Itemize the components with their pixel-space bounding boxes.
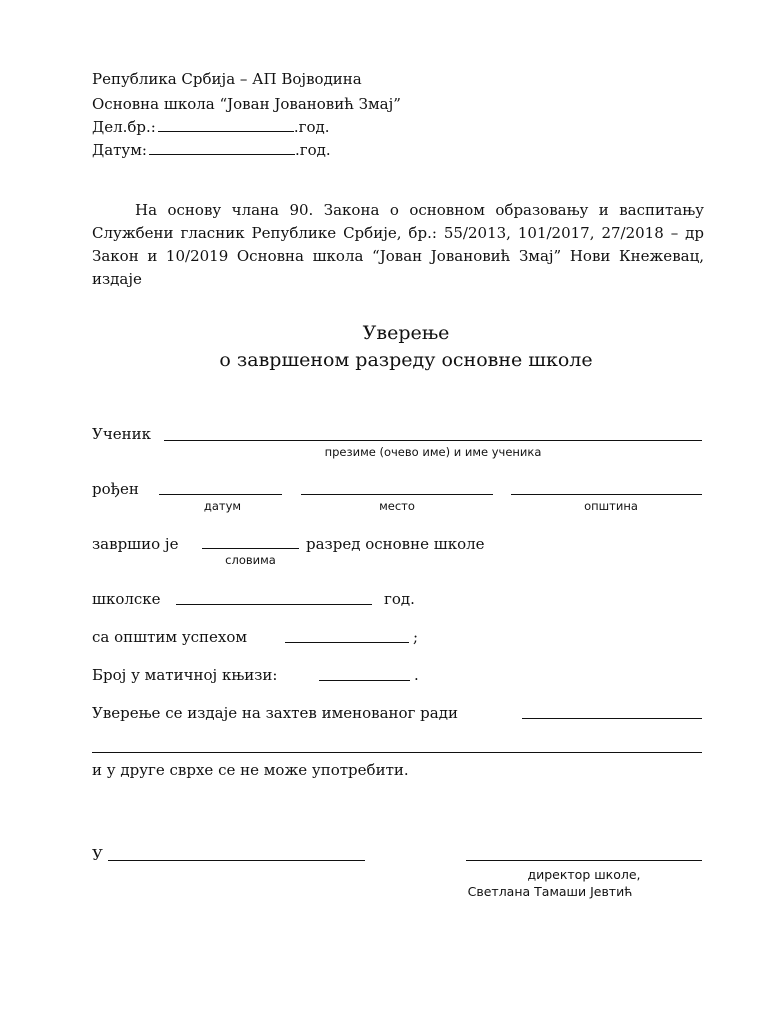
signature-role: директор школе, [527,867,641,882]
ucenik-name-field[interactable] [164,440,702,441]
ucenik-label: Ученик [92,425,152,443]
birth-place-field[interactable] [301,494,493,495]
header-line-school: Основна школа “Јован Јовановић Змај” [92,95,401,113]
document-subtitle: о завршеном разреду основне школе [219,349,593,371]
grade-field[interactable] [202,548,299,549]
header-line-republic: Република Србија – АП Војводина [92,70,362,88]
header-del-br [92,118,330,136]
signature-name: Светлана Тамаши Јевтић [467,884,633,899]
slovima-caption: словима [225,553,276,567]
opstina-caption: општина [584,499,638,513]
uspeh-suffix: ; [413,628,419,646]
u-label: У [92,846,103,864]
druge-text: и у друге сврхе се не може употребити. [92,761,409,779]
zavrsio-label: завршио је [92,535,179,553]
broj-label: Број у матичној књизи: [92,666,278,684]
purpose-field[interactable] [522,718,702,719]
zahtev-text: Уверење се издаје на захтев именованог ради [92,704,458,722]
uspeh-label: са општим успехом [92,628,248,646]
header-datum [92,141,331,159]
broj-suffix: . [414,666,419,684]
datum-suffix: .год. [294,141,331,159]
del-br-suffix: .год. [293,118,330,136]
birth-municipality-field[interactable] [511,494,702,495]
ucenik-caption: презиме (очево име) и име ученика [324,445,542,459]
god-text: год. [384,590,415,608]
success-field[interactable] [285,642,409,643]
register-number-field[interactable] [319,680,410,681]
razred-text: разред основне школе [306,535,485,553]
purpose-field-continued[interactable] [92,752,702,753]
datum-label: Датум: [92,141,147,159]
rodjen-label: рођен [92,480,139,498]
birth-date-field[interactable] [159,494,282,495]
intro-paragraph: На основу члана 90. Закона о основном образовању и васпитању Службени гласник Републике Србије, бр.: 55/2013, 101/2017, 27/2018 – др Закон и 10/2019 Основна школа “Јован Јовановић Змај” Нови Кнежевац, издаје [92,201,704,288]
del-br-label: Дел.бр.: [92,118,156,136]
del-br-field[interactable] [158,130,294,132]
signature-line[interactable] [466,860,702,861]
mesto-caption: место [379,499,415,513]
datum-field[interactable] [149,153,295,155]
place-field[interactable] [108,860,365,861]
skolske-label: школске [92,590,161,608]
document-title: Уверење [362,322,450,344]
datum-caption: датум [203,499,242,513]
school-year-field[interactable] [176,604,372,605]
